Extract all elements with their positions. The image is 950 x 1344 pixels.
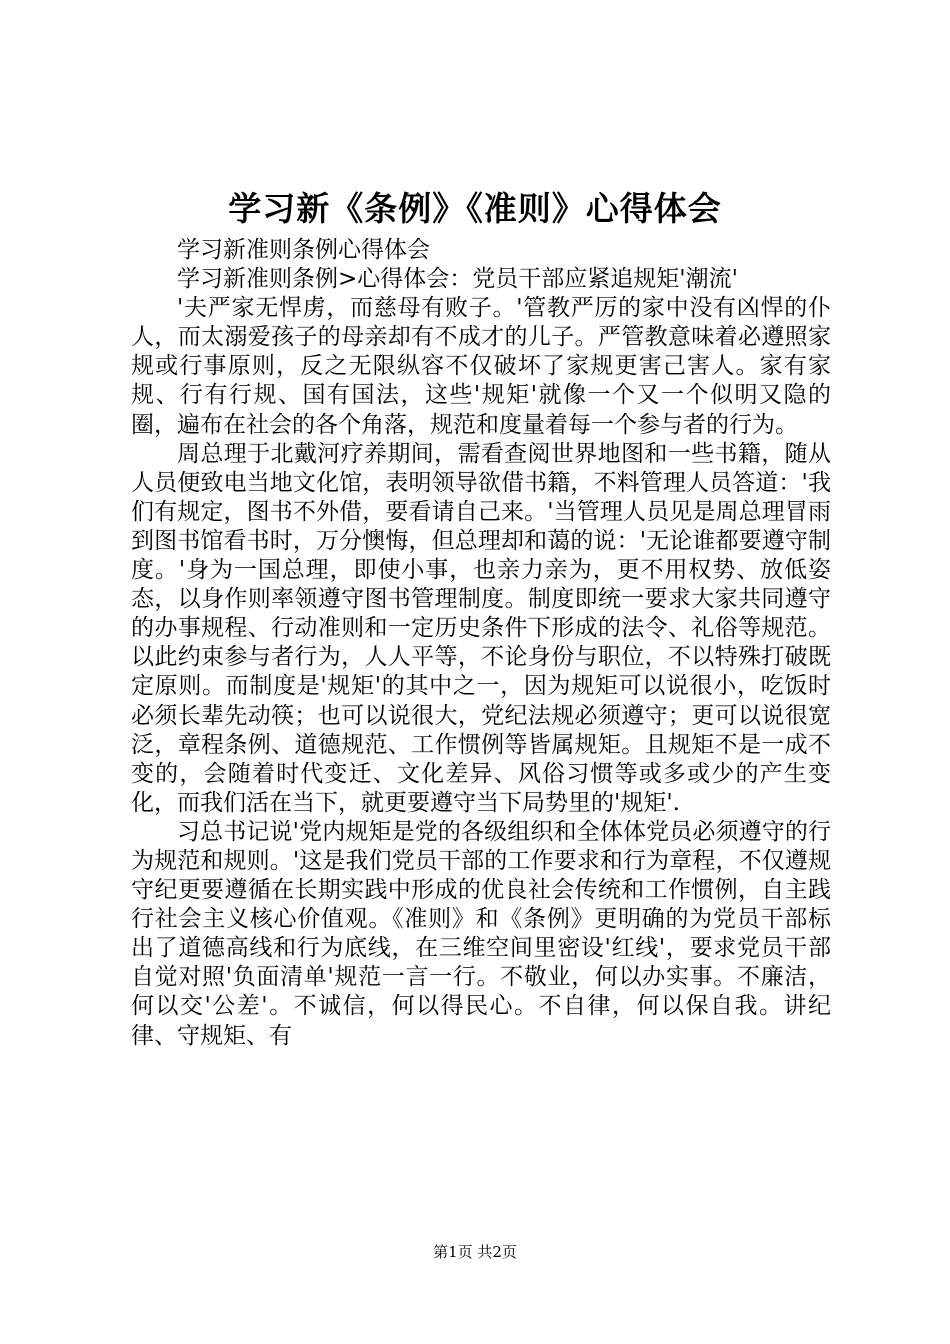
paragraph-1: '夫严家无悍虏，而慈母有败子。'管教严厉的家中没有凶悍的仆人，而太溺爱孩子的母亲却有不成才的儿子。严管教意味着必遵照家规或行事原则，反之无限纵容不仅破坏了家规更害己害人。家有家规、行有行规、国有国法，这些'规矩'就像一个又一个似明又隐的圈，遍布在社会的各个角落，规范和度量着每一个参与者的行为。 <box>131 295 831 438</box>
paragraph-heading: 学习新准则条例>心得体会：党员干部应紧追规矩'潮流' <box>177 266 738 293</box>
paragraph-2: 周总理于北戴河疗养期间，需看查阅世界地图和一些书籍，随从人员便致电当地文化馆，表明领导欲借书籍，不料管理人员答道：'我们有规定，图书不外借，要看请自己来。'当管理人员见是周总理冒雨到图书馆看书时，万分懊悔，但总理却和蔼的说：'无论谁都要遵守制度。'身为一国总理，即使小事，也亲力亲为，更不用权势、放低姿态，以身作则率领遵守图书管理制度。制度即统一要求大家共同遵守的办事规程、行动准则和一定历史条件下形成的法令、礼俗等规范。以此约束参与者行为，人人平等，不论身份与职位，不以特殊打破既定原则。而制度是'规矩'的其中之一，因为规矩可以说很小，吃饭时必须长辈先动筷；也可以说很大，党纪法规必须遵守；更可以说很宽泛，章程条例、道德规范、工作惯例等皆属规矩。且规矩不是一成不变的，会随着时代变迁、文化差异、风俗习惯等或多或少的产生变化，而我们活在当下，就更要遵守当下局势里的'规矩'. <box>131 440 831 816</box>
page-number-footer: 第1页 共2页 <box>433 1243 517 1261</box>
document-body <box>131 236 831 1051</box>
document-title: 学习新《条例》《准则》心得体会 <box>228 189 722 228</box>
paragraph-subtitle: 学习新准则条例心得体会 <box>177 237 430 263</box>
paragraph-3: 习总书记说'党内规矩是党的各级组织和全体体党员必须遵守的行为规范和规则。'这是我们党员干部的工作要求和行为章程，不仅遵规守纪更要遵循在长期实践中形成的优良社会传统和工作惯例，自主践行社会主义核心价值观。《准则》和《条例》更明确的为党员干部标出了道德高线和行为底线，在三维空间里密设'红线'，要求党员干部自觉对照'负面清单'规范一言一行。不敬业，何以办实事。不廉洁，何以交'公差'。不诚信，何以得民心。不自律，何以保自我。讲纪律、守规矩、有 <box>131 818 831 1049</box>
